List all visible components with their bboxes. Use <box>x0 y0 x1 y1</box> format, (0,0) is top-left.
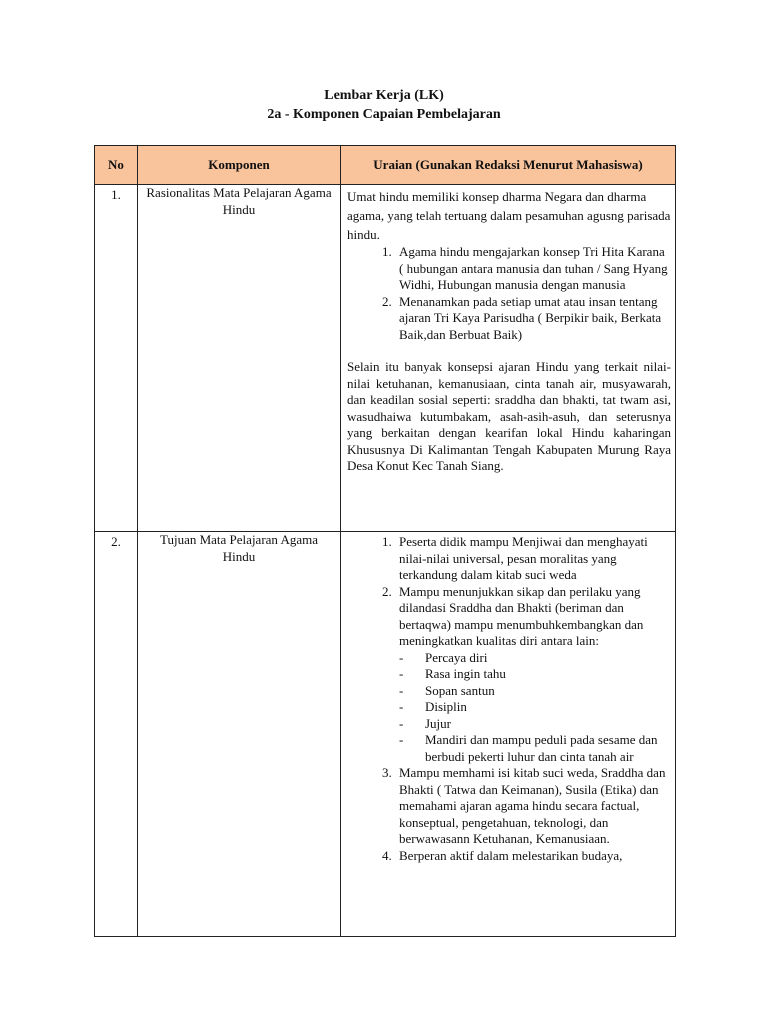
sub-list-item: - Sopan santun <box>399 683 671 700</box>
header-uraian: Uraian (Gunakan Redaksi Menurut Mahasiswa) <box>341 146 676 185</box>
numbered-list <box>347 244 671 343</box>
table-header-row <box>95 146 676 185</box>
sub-list-item: - Disiplin <box>399 699 671 716</box>
list-item: 1. Agama hindu mengajarkan konsep Tri Hita Karana ( hubungan antara manusia dan tuhan / Sang Hyang Widhi, Hubungan manusia dengan manusia <box>395 244 671 294</box>
component-table <box>94 145 676 937</box>
list-item: 4. Berperan aktif dalam melestarikan budaya, <box>395 848 671 865</box>
description-closing: Selain itu banyak konsepsi ajaran Hindu yang terkait nilai-nilai ketuhanan, kemanusiaan, cinta tanah air, musyawarah, dan keadilan sosial seperti: sraddha dan bhakti, tat twam asi, wasudhaiwa kutumbakam, asah-asih-asuh, dan seterusnya yang berkaitan dengan kearifan lokal Hindu kaharingan Khususnya Di Kalimantan Tengah Kabupaten Murung Raya Desa Konut Kec Tanah Siang. <box>347 359 671 473</box>
sub-list-item: - Jujur <box>399 716 671 733</box>
row-number: 1. <box>95 185 138 532</box>
dash-list <box>399 650 671 766</box>
table-row <box>95 185 676 532</box>
list-item-text: Mampu menunjukkan sikap dan perilaku yang dilandasi Sraddha dan Bhakti (beriman dan bertaqwa) mampu menumbuhkembangkan dan meningkatkan kualitas diri antara lain: <box>399 583 644 648</box>
description-intro: Umat hindu memiliki konsep dharma Negara dan dharma agama, yang telah tertuang dalam pesamuhan agusng parisada hindu. <box>347 189 671 242</box>
sub-list-item: - Mandiri dan mampu peduli pada sesame dan berbudi pekerti luhur dan cinta tanah air <box>399 732 671 765</box>
numbered-list <box>347 534 671 864</box>
description-cell <box>341 185 676 532</box>
table-row <box>95 532 676 937</box>
header-komponen: Komponen <box>138 146 341 185</box>
list-item: 3. Mampu memhami isi kitab suci weda, Sraddha dan Bhakti ( Tatwa dan Keimanan), Susila (Etika) dan memahami ajaran agama hindu secara factual, konseptual, pengetahuan, teknologi, dan berwawasann Ketuhanan, Kemanusiaan. <box>395 765 671 848</box>
document-title: Lembar Kerja (LK) <box>324 88 444 103</box>
component-name: Tujuan Mata Pelajaran Agama Hindu <box>138 532 341 937</box>
row-number: 2. <box>95 532 138 937</box>
sub-list-item: - Percaya diri <box>399 650 671 667</box>
list-item <box>395 584 671 766</box>
sub-list-item: - Rasa ingin tahu <box>399 666 671 683</box>
list-item: 2. Menanamkan pada setiap umat atau insan tentang ajaran Tri Kaya Parisudha ( Berpikir baik, Berkata Baik,dan Berbuat Baik) <box>395 294 671 344</box>
document-subtitle: 2a - Komponen Capaian Pembelajaran <box>267 107 501 122</box>
component-name: Rasionalitas Mata Pelajaran Agama Hindu <box>138 185 341 532</box>
header-no: No <box>95 146 138 185</box>
list-item: 1. Peserta didik mampu Menjiwai dan menghayati nilai-nilai universal, pesan moralitas yang terkandung dalam kitab suci weda <box>395 534 671 584</box>
description-cell <box>341 532 676 937</box>
